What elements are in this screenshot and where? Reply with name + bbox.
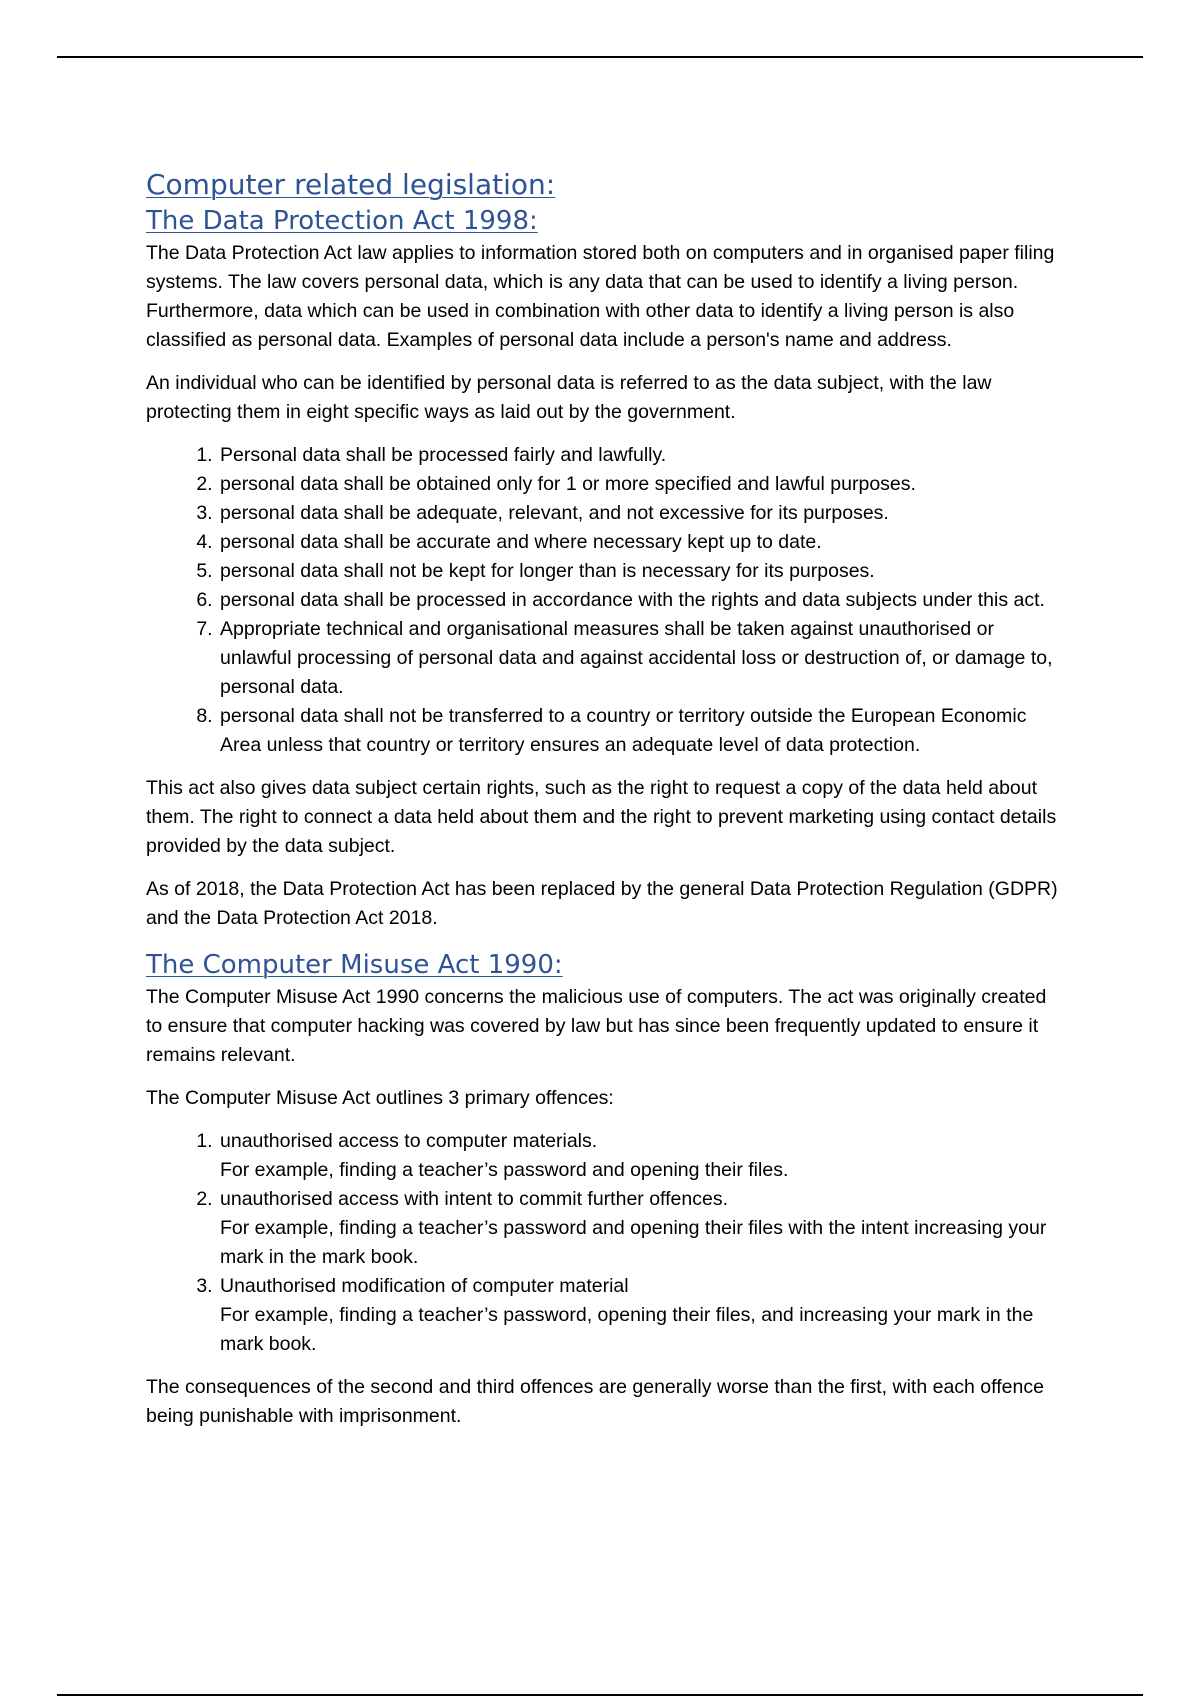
list-item: 4. personal data shall be accurate and where necessary kept up to date. (218, 528, 1066, 557)
cma-paragraph-3: The consequences of the second and third offences are generally worse than the first, with each offence being punishable with imprisonment. (146, 1376, 1044, 1427)
list-item (218, 1127, 1066, 1185)
dpa-paragraph-2: An individual who can be identified by personal data is referred to as the data subject, with the law protecting them in eight specific ways as laid out by the government. (146, 372, 992, 423)
list-item: 2. personal data shall be obtained only for 1 or more specified and lawful purposes. (218, 470, 1066, 499)
list-item: 7. Appropriate technical and organisational measures shall be taken against unauthorised or unlawful processing of personal data and against accidental loss or destruction of, or damage to, personal data. (218, 615, 1066, 702)
offence-example: For example, finding a teacher’s password and opening their files. (220, 1159, 789, 1181)
offence-example: For example, finding a teacher’s password and opening their files with the intent increasing your mark in the mark book. (220, 1217, 1047, 1268)
dpa-paragraph-1: The Data Protection Act law applies to information stored both on computers and in organised paper filing systems. The law covers personal data, which is any data that can be used to identify a living person. Furthermore, data which can be used in combination with other data to identify a living person is also classified as personal data. Examples of personal data include a person's name and address. (146, 242, 1055, 351)
offence-title: 1. unauthorised access to computer materials. (220, 1130, 598, 1152)
list-item (218, 1185, 1066, 1272)
offence-title: 2. unauthorised access with intent to commit further offences. (220, 1188, 728, 1210)
list-item: 5. personal data shall not be kept for longer than is necessary for its purposes. (218, 557, 1066, 586)
list-item: 3. personal data shall be adequate, relevant, and not excessive for its purposes. (218, 499, 1066, 528)
footer-rule (57, 1694, 1143, 1696)
list-item: 8. personal data shall not be transferred to a country or territory outside the European Economic Area unless that country or territory ensures an adequate level of data protection. (218, 702, 1066, 760)
dpa-paragraph-3: This act also gives data subject certain rights, such as the right to request a copy of the data held about them. The right to connect a data held about them and the right to prevent marketing using contact details provided by the data subject. (146, 777, 1057, 857)
offence-title: 3. Unauthorised modification of computer material (220, 1275, 629, 1297)
dpa-heading: The Data Protection Act 1998: (146, 206, 538, 236)
cma-paragraph-2: The Computer Misuse Act outlines 3 primary offences: (146, 1087, 614, 1109)
list-item: 6. personal data shall be processed in accordance with the rights and data subjects under this act. (218, 586, 1066, 615)
header-rule (57, 56, 1143, 58)
dpa-paragraph-4: As of 2018, the Data Protection Act has been replaced by the general Data Protection Regulation (GDPR) and the Data Protection Act 2018. (146, 878, 1058, 929)
page-title: Computer related legislation: (146, 168, 556, 201)
offence-example: For example, finding a teacher’s password, opening their files, and increasing your mark in the mark book. (220, 1304, 1034, 1355)
cma-paragraph-1: The Computer Misuse Act 1990 concerns the malicious use of computers. The act was originally created to ensure that computer hacking was covered by law but has since been frequently updated to ensure it remains relevant. (146, 986, 1047, 1066)
cma-heading: The Computer Misuse Act 1990: (146, 950, 563, 980)
cma-offences-list (146, 1127, 1066, 1359)
list-item (218, 1272, 1066, 1359)
document-body (146, 167, 1066, 1445)
dpa-principles-list (146, 441, 1066, 760)
list-item: 1. Personal data shall be processed fairly and lawfully. (218, 441, 1066, 470)
